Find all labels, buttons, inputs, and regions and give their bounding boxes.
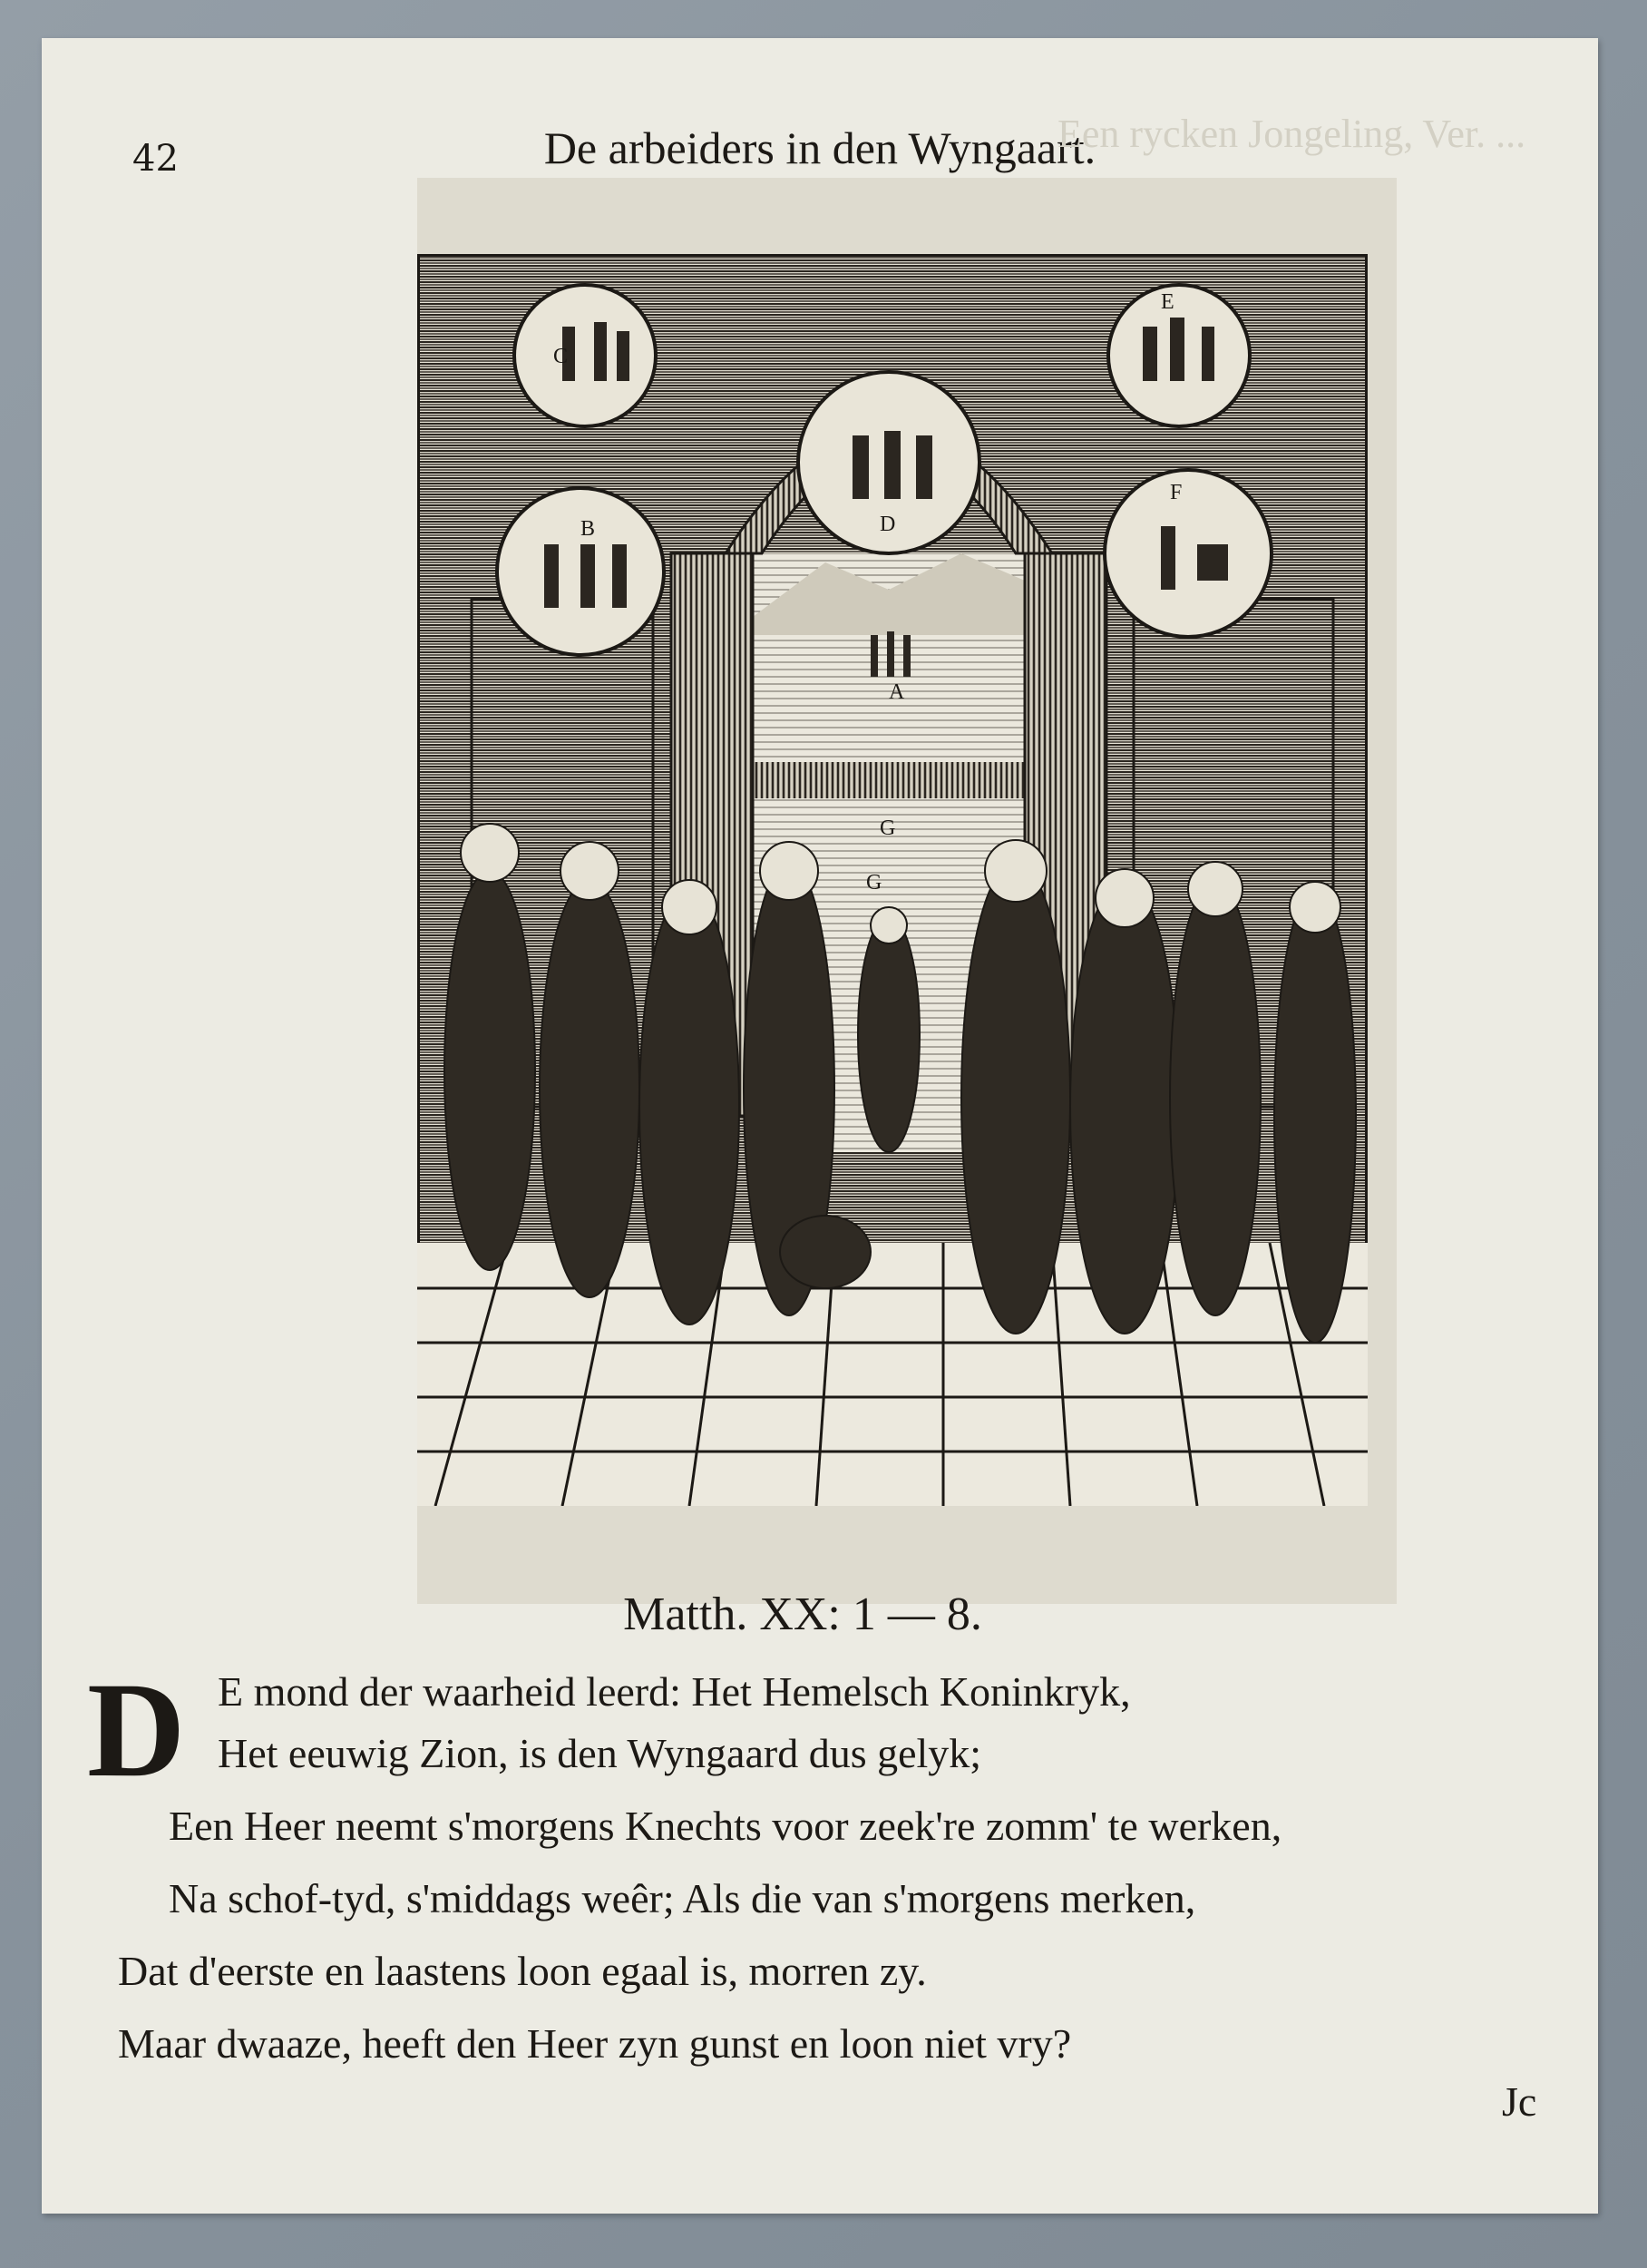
drop-capital: D [87,1655,186,1805]
medallion-letter: B [580,517,596,541]
medallion-letter: G [866,871,882,894]
scripture-reference: Matth. XX: 1 — 8. [623,1589,982,1640]
running-head: De arbeiders in den Wyngaart. [543,122,1096,173]
show-through-text: Een rycken Jongeling, Ver. ... [1057,112,1526,156]
verse-line: Dat d'eerste en laastens loon egaal is, morren zy. [118,1948,927,1994]
medallion-letter: C [553,345,569,368]
page-number: 42 [132,138,179,180]
medallion-letter: E [1161,290,1174,314]
verse-line: Een Heer neemt s'morgens Knechts voor zeek're zomm' te werken, [169,1803,1282,1849]
medallion-letter: G [880,816,896,840]
verse-line: Na schof-tyd, s'middags weêr; Als die van s'morgens merken, [169,1875,1196,1921]
medallion-letter: D [880,513,896,536]
engraving-illustration [417,254,1368,1506]
medallion-letter: A [889,680,905,704]
verse-line: E mond der waarheid leerd: Het Hemelsch Koninkryk, [218,1668,1131,1715]
verse-line: Maar dwaaze, heeft den Heer zyn gunst en loon niet vry? [118,2020,1072,2067]
medallion-letter: F [1170,481,1183,504]
verse-line: Het eeuwig Zion, is den Wyngaard dus gelyk; [218,1730,982,1776]
printer-signature-mark: Jc [1502,2078,1537,2125]
